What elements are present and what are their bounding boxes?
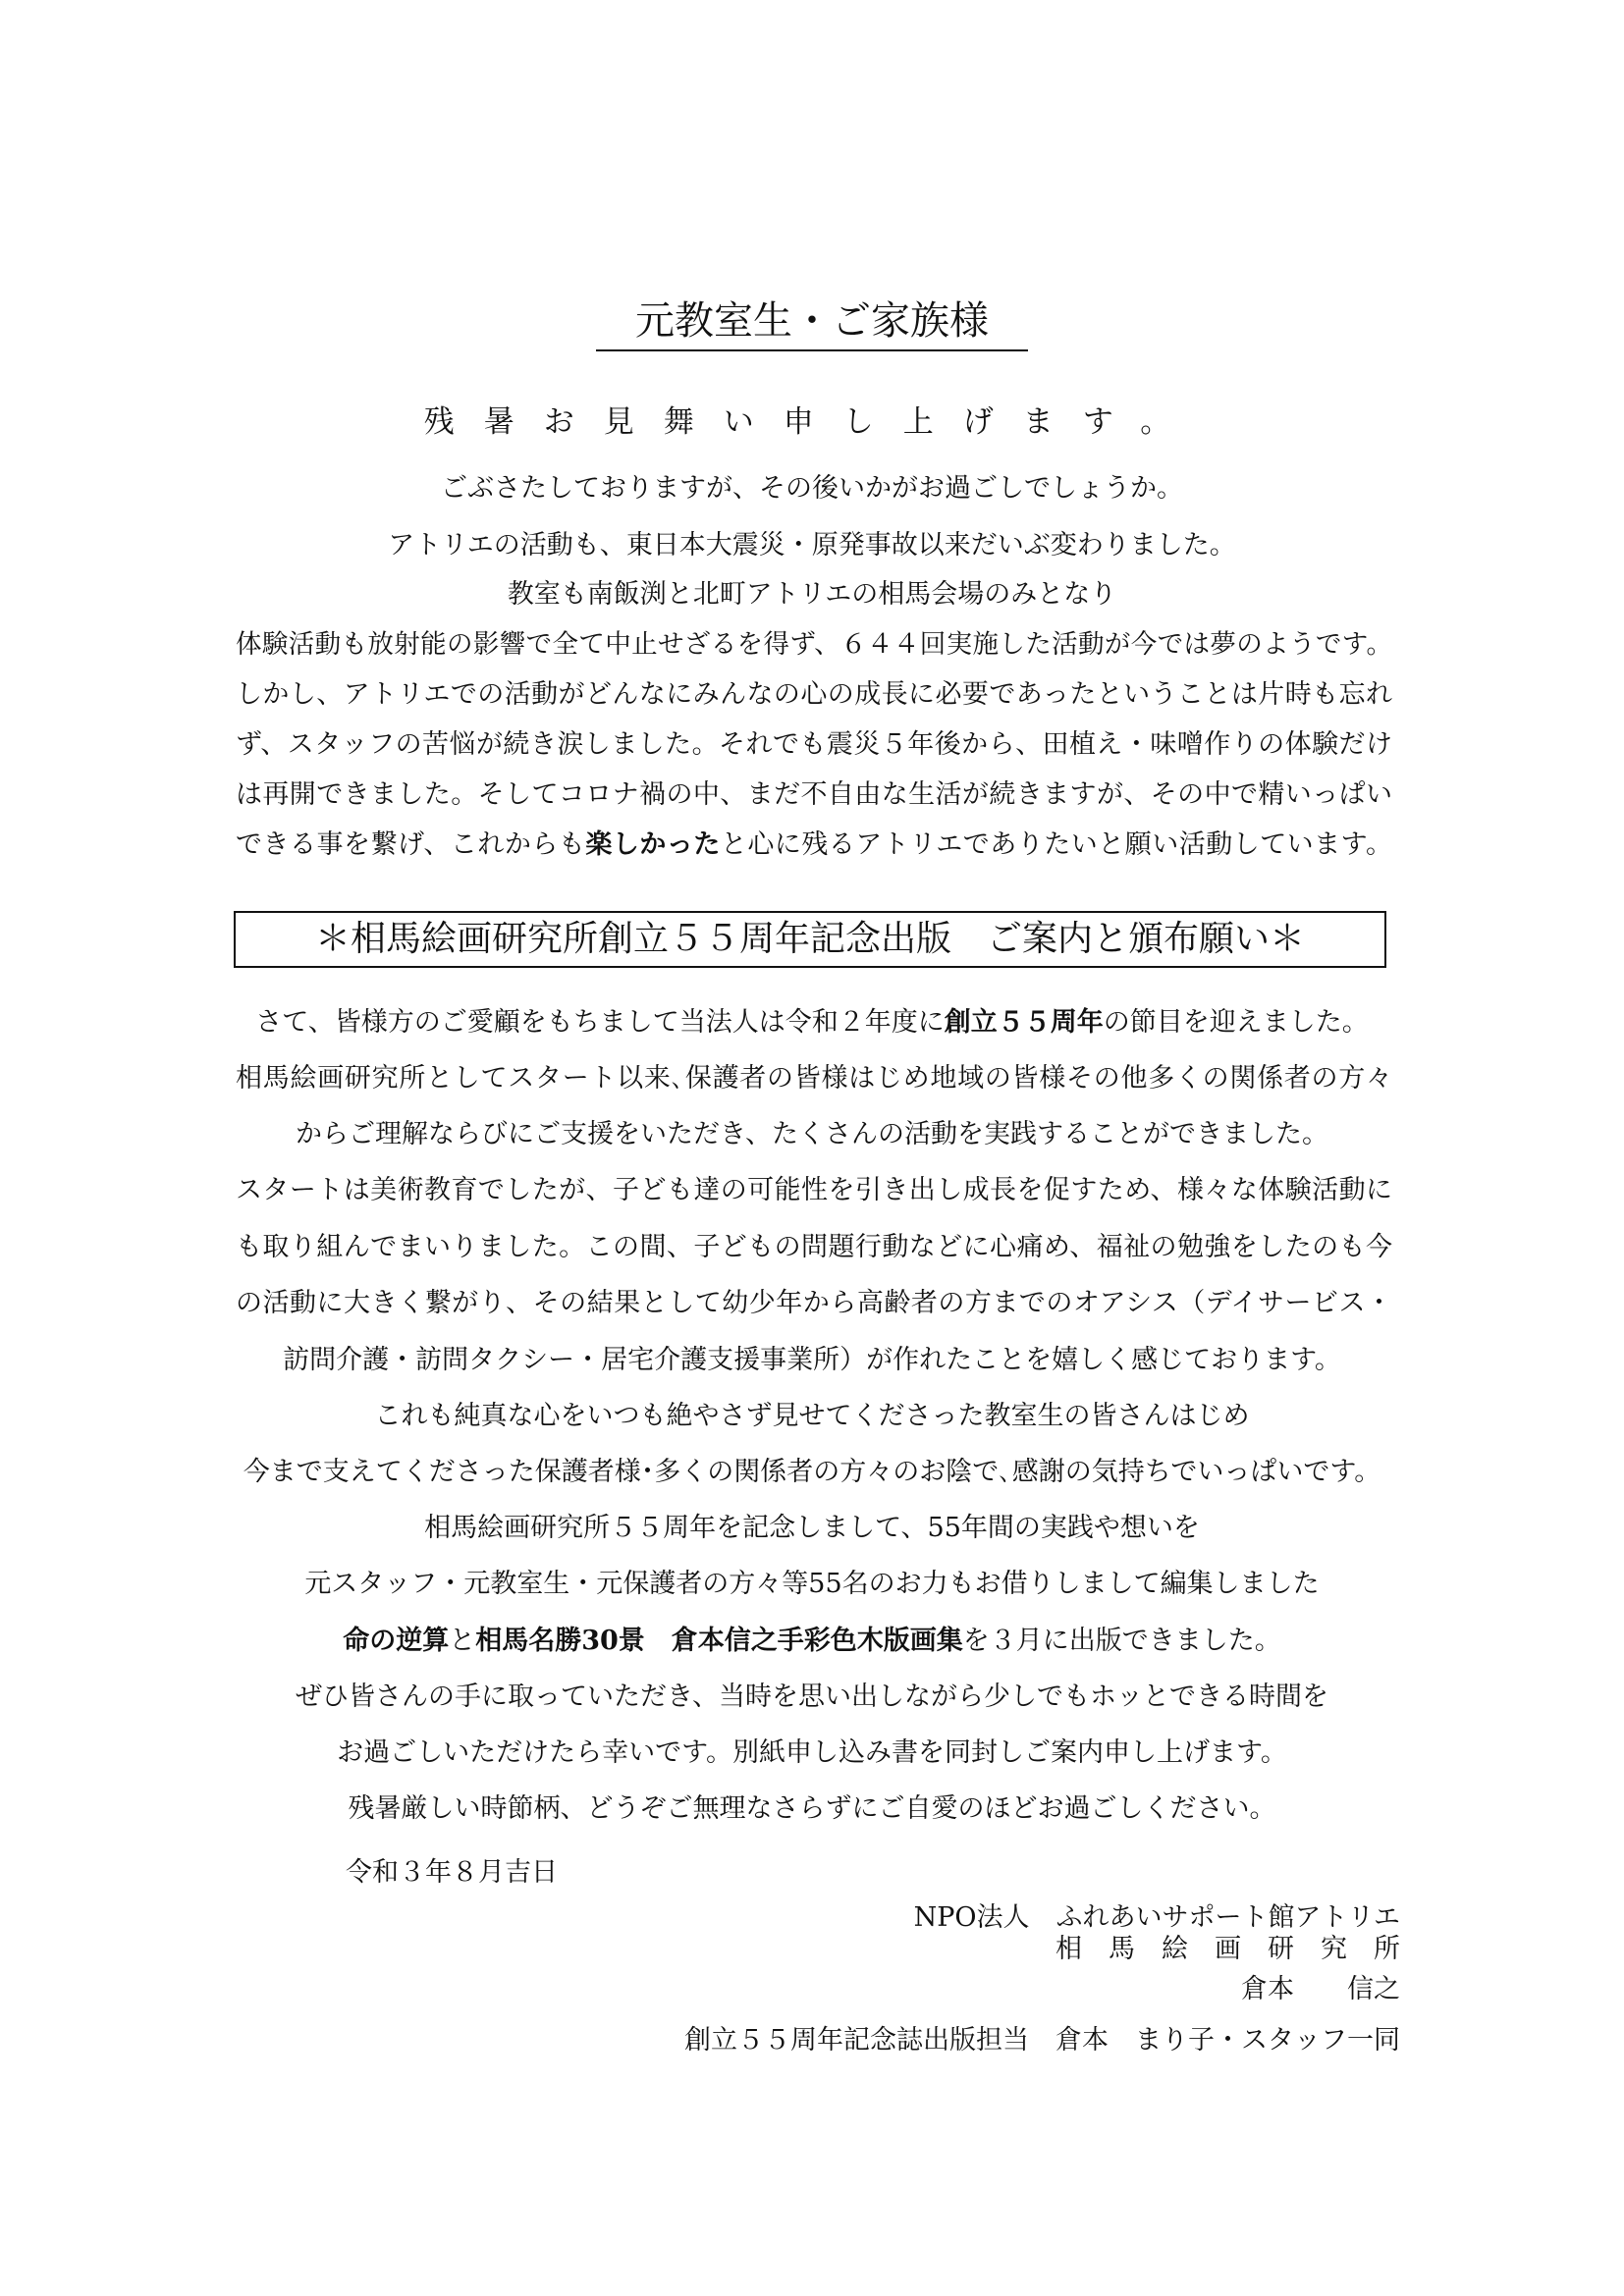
notice-line-7: 訪問介護・訪問タクシー・居宅介護支援事業所）が作れたことを嬉しく感じております。 [283,1345,1341,1375]
institute-name: 相 馬 絵 画 研 究 所 [1056,1934,1400,1964]
intro-line-8-start: できる事を繋げ、これからも [236,829,586,860]
intro-line-8 [236,828,1392,862]
intro-line-8-end: と心に残るアトリエでありたいと願い活動しています。 [720,829,1393,860]
signatory-name: 倉本 信之 [1241,1974,1400,2004]
notice-line-11: 元スタッフ・元教室生・元保護者の方々等55名のお力もお借りしまして編集しました [304,1569,1320,1599]
notice-line-2: 相馬絵画研究所としてスタート以来､保護者の皆様はじめ地域の皆様その他多くの関係者の方々 [236,1063,1392,1094]
notice-line-books [0,1625,1624,1658]
closing-line-2: お過ごしいただけたら幸いです。別紙申し込み書を同封しご案内申し上げます。 [337,1737,1287,1768]
notice-line-1-end: の節目を迎えました。 [1103,1007,1369,1038]
notice-line-5: も取り組んでまいりました。この間、子どもの問題行動などに心痛め、福祉の勉強をしたのも今 [236,1232,1392,1262]
intro-line-1: ごぶさたしておりますが、その後いかがお過ごしでしょうか。 [441,473,1183,504]
summer-greeting: 残暑お見舞い申し上げます。 [423,404,1201,440]
addressee-title [0,296,1624,351]
intro-line-4: 体験活動も放射能の影響で全て中止せざるを得ず、６４４回実施した活動が今では夢のようです。 [236,629,1392,660]
notice-line-6: の活動に大きく繋がり、その結果として幼少年から高齢者の方までのオアシス（デイサービス・ [236,1288,1392,1318]
notice-line-4: スタートは美術教育でしたが、子ども達の可能性を引き出し成長を促すため、様々な体験活動に [236,1175,1392,1205]
intro-emphasis-fun: 楽しかった [585,829,721,860]
publication-staff-line: 創立５５周年記念誌出版担当 倉本 まり子・スタッフ一同 [684,2025,1400,2056]
intro-line-7: は再開できました。そしてコロナ禍の中、まだ不自由な生活が続きますが、その中で精いっぱい [236,779,1392,810]
publication-notice-heading: ＊相馬絵画研究所創立５５周年記念出版 ご案内と頒布願い＊ [234,911,1386,968]
intro-line-2: アトリエの活動も、東日本大震災・原発事故以来だいぶ変わりました。 [388,530,1236,561]
organization-name: NPO法人 ふれあいサポート館アトリエ [913,1902,1400,1933]
intro-line-6: ず、スタッフの苦悩が続き涙しました。それでも震災５年後から、田植え・味噌作りの体験だけ [236,729,1392,760]
notice-line-10: 相馬絵画研究所５５周年を記念しまして、55年間の実践や想いを [424,1513,1200,1543]
addressee-title-text: 元教室生・ご家族様 [596,296,1028,351]
date-line: 令和３年８月吉日 [346,1857,558,1888]
notice-emphasis-anniversary: 創立５５周年 [944,1007,1104,1038]
closing-line-3: 残暑厳しい時節柄、どうぞご無理なさらずにご自愛のほどお過ごしください。 [348,1793,1276,1824]
book-title-2: 相馬名勝30景 倉本信之手彩色木版画集 [475,1626,963,1656]
notice-line-1-start: さて、皆様方のご愛顧をもちまして当法人は令和２年度に [255,1007,945,1038]
closing-line-1: ぜひ皆さんの手に取っていただき、当時を思い出しながら少しでもホッとできる時間を [296,1682,1328,1712]
book-line-end: を３月に出版できました。 [962,1626,1281,1656]
intro-line-3: 教室も南飯渕と北町アトリエの相馬会場のみとなり [507,579,1117,610]
notice-line-9: 今まで支えてくださった保護者様･多くの関係者の方々のお陰で､感謝の気持ちでいっぱいです。 [243,1457,1381,1487]
book-title-1: 命の逆算 [343,1626,450,1656]
notice-line-1 [0,1006,1624,1040]
intro-line-5: しかし、アトリエでの活動がどんなにみんなの心の成長に必要であったということは片時も忘れ [236,679,1392,710]
notice-line-3: からご理解ならびにご支援をいただき、たくさんの活動を実践することができました。 [296,1119,1328,1149]
notice-line-8: これも純真な心をいつも絶やさず見せてくださった教室生の皆さんはじめ [374,1401,1250,1431]
book-and: と [449,1626,476,1656]
